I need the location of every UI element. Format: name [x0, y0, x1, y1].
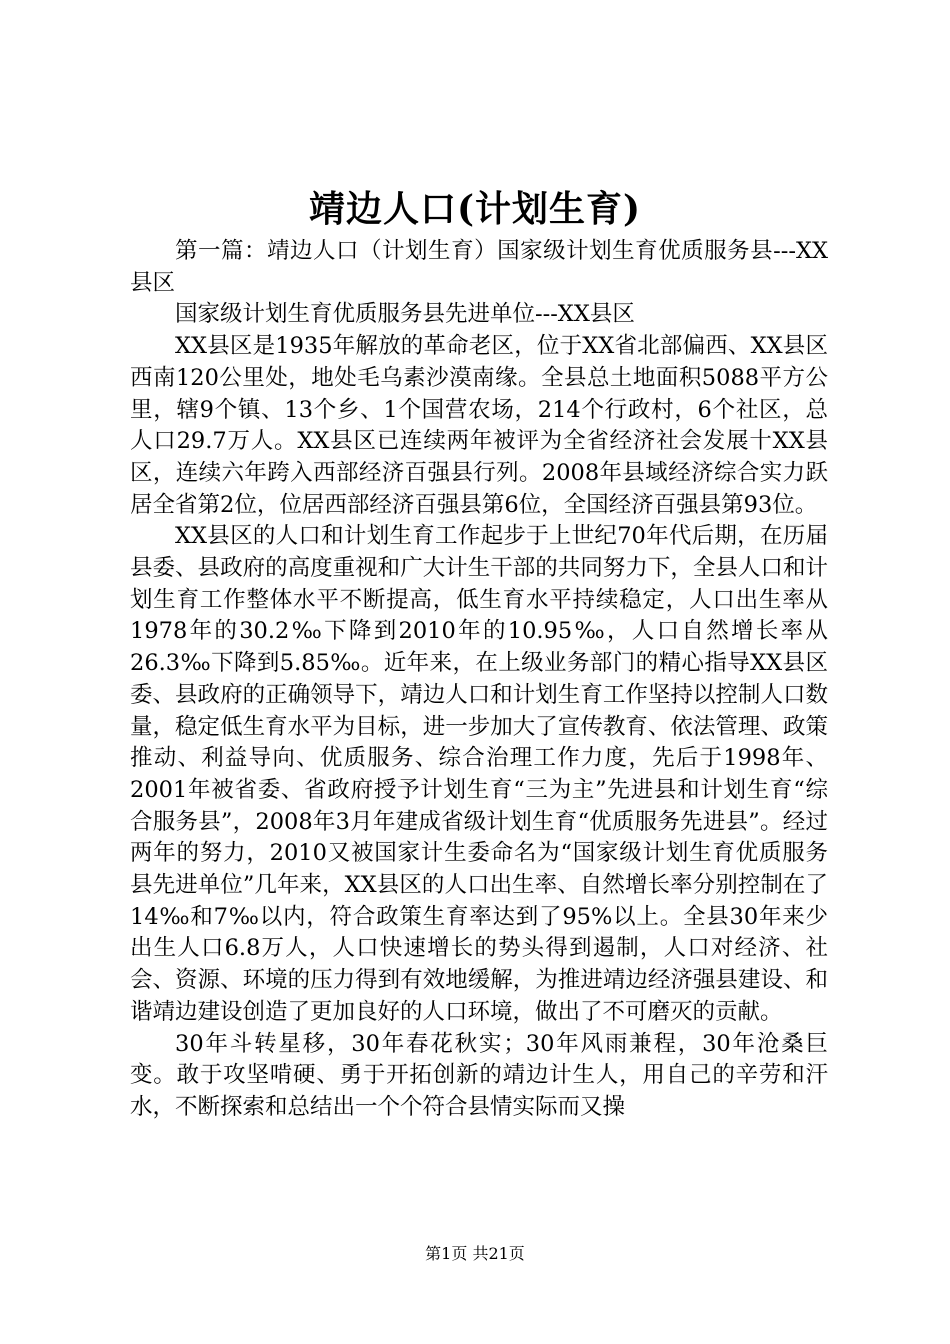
paragraph-family-planning-history: XX县区的人口和计划生育工作起步于上世纪70年代后期，在历届县委、县政府的高度重视和广大计生干部的共同努力下，全县人口和计划生育工作整体水平不断提高，低生育水平持续稳定，人口出生率从1978年的30.2‰下降到2010年的10.95‰，人口自然增长率从26.3‰下降到5.85‰。近年来，在上级业务部门的精心指导XX县区委、县政府的正确领导下，靖边人口和计划生育工作坚持以控制人口数量，稳定低生育水平为目标，进一步加大了宣传教育、依法管理、政策推动、利益导向、优质服务、综合治理工作力度，先后于1998年、2001年被省委、省政府授予计划生育“三为主”先进县和计划生育“综合服务县”，2008年3月年建成省级计划生育“优质服务先进县”。经过两年的努力，2010又被国家计生委命名为“国家级计划生育优质服务县先进单位”几年来，XX县区的人口出生率、自然增长率分别控制在了14‰和7‰以内，符合政策生育率达到了95%以上。全县30年来少出生人口6.8万人，人口快速增长的势头得到遏制，人口对经济、社会、资源、环境的压力得到有效地缓解，为推进靖边经济强县建设、和谐靖边建设创造了更加良好的人口环境，做出了不可磨灭的贡献。 — [130, 523, 828, 1025]
page-footer: 第1页 共21页 — [425, 1244, 525, 1263]
document-title: 靖边人口(计划生育) — [308, 188, 642, 230]
paragraph-thirty-years: 30年斗转星移，30年春花秋实；30年风雨兼程，30年沧桑巨变。敢于攻坚啃硬、勇于开拓创新的靖边计生人，用自己的辛劳和汗水，不断探索和总结出一个个符合县情实际而又操 — [130, 1030, 828, 1120]
paragraph-chapter-heading: 第一篇：靖边人口（计划生育）国家级计划生育优质服务县---XX县区 — [130, 238, 828, 296]
paragraph-subheading: 国家级计划生育优质服务县先进单位---XX县区 — [175, 301, 635, 328]
document-body — [130, 236, 828, 1124]
paragraph-county-overview: XX县区是1935年解放的革命老区，位于XX省北部偏西、XX县区西南120公里处，地处毛乌素沙漠南缘。全县总土地面积5088平方公里，辖9个镇、13个乡、1个国营农场，214个行政村，6个社区，总人口29.7万人。XX县区已连续两年被评为全省经济社会发展十XX县区，连续六年跨入西部经济百强县行列。2008年县域经济综合实力跃居全省第2位，位居西部经济百强县第6位，全国经济百强县第93位。 — [130, 333, 828, 518]
